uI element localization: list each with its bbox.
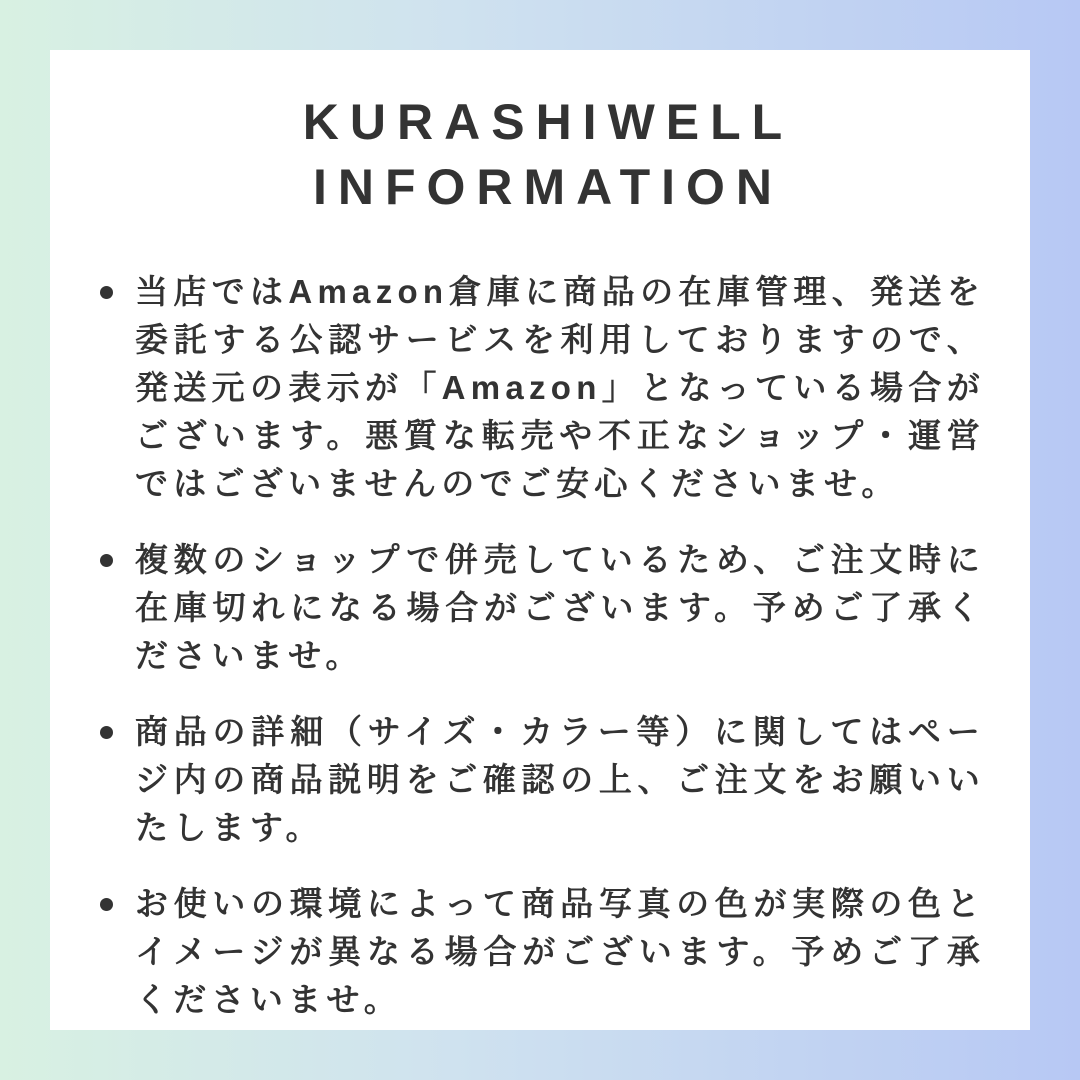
bullet-dot-icon — [100, 726, 113, 739]
bullet-dot-icon — [100, 554, 113, 567]
bullet-dot-icon — [100, 286, 113, 299]
notice-list — [100, 268, 985, 1024]
notice-item-color — [100, 880, 985, 1024]
notice-text: 当店ではAmazon倉庫に商品の在庫管理、発送を委託する公認サービスを利用しておりますので、発送元の表示が「Amazon」となっている場合がございます。悪質な転売や不正なショップ・運営ではございませんのでご安心くださいませ。 — [135, 273, 985, 502]
notice-item-details — [100, 708, 985, 852]
bullet-dot-icon — [100, 898, 113, 911]
notice-text: お使いの環境によって商品写真の色が実際の色とイメージが異なる場合がございます。予めご了承くださいませ。 — [135, 885, 985, 1018]
page-title — [100, 90, 996, 220]
notice-text: 複数のショップで併売しているため、ご注文時に在庫切れになる場合がございます。予めご了承くださいませ。 — [135, 541, 985, 674]
title-line-1: KURASHIWELL — [302, 94, 794, 150]
notice-item-stock — [100, 536, 985, 680]
notice-item-fulfillment — [100, 268, 985, 508]
notice-text: 商品の詳細（サイズ・カラー等）に関してはページ内の商品説明をご確認の上、ご注文をお願いいたします。 — [135, 713, 985, 846]
info-card — [50, 50, 1030, 1030]
title-line-2: INFORMATION — [312, 159, 784, 215]
